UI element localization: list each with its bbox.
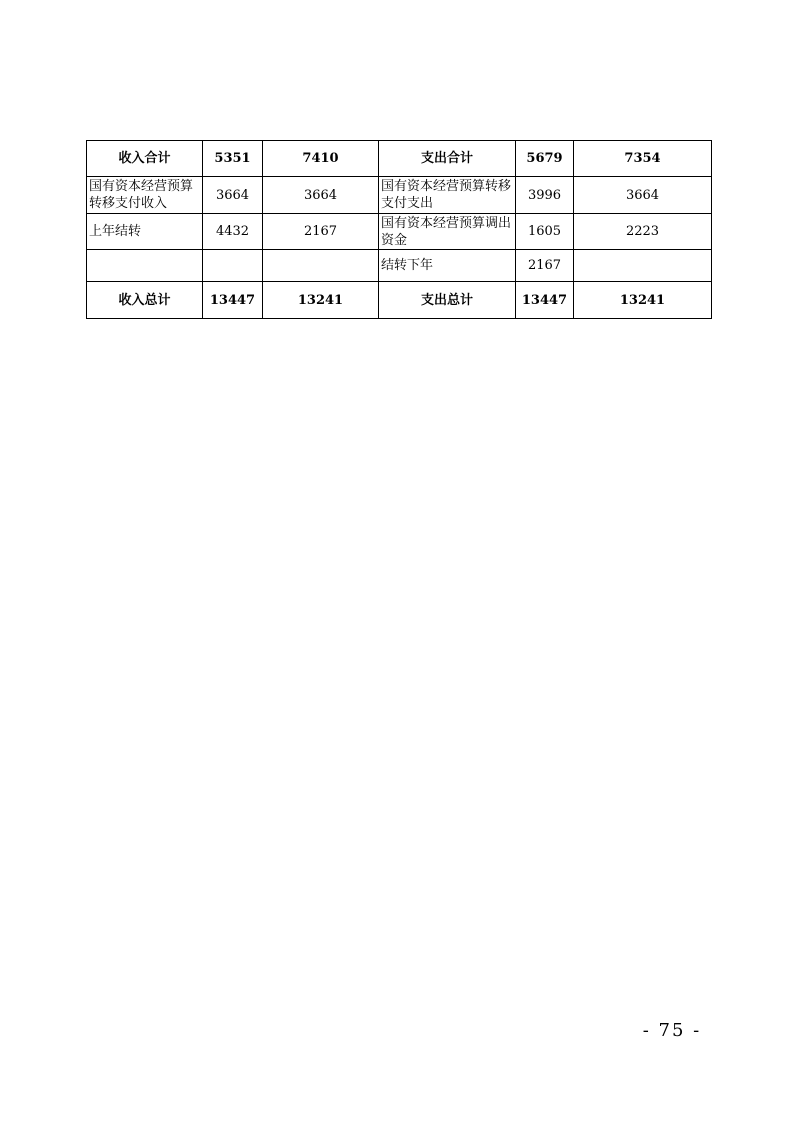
income-item-value-1	[203, 250, 263, 282]
expense-total-value-1: 13447	[516, 282, 574, 319]
income-item-value-1: 4432	[203, 214, 263, 250]
table-row	[87, 250, 712, 282]
expense-item-value-1: 1605	[516, 214, 574, 250]
income-total-label: 收入总计	[87, 282, 203, 319]
income-item-value-2	[263, 250, 379, 282]
income-item-value-1: 3664	[203, 177, 263, 214]
income-total-value-1: 13447	[203, 282, 263, 319]
page-number: - 75 -	[642, 1020, 702, 1041]
expense-total-label: 支出总计	[379, 282, 516, 319]
income-subtotal-row	[87, 141, 712, 177]
expense-subtotal-label: 支出合计	[379, 141, 516, 177]
expense-item-value-2	[574, 250, 712, 282]
budget-table	[86, 140, 712, 319]
income-subtotal-value-1: 5351	[203, 141, 263, 177]
expense-total-value-2: 13241	[574, 282, 712, 319]
grand-total-row	[87, 282, 712, 319]
income-item-value-2: 2167	[263, 214, 379, 250]
expense-item-label: 国有资本经营预算转移支付支出	[379, 177, 516, 214]
expense-item-label: 结转下年	[379, 250, 516, 282]
table-row	[87, 214, 712, 250]
income-subtotal-label: 收入合计	[87, 141, 203, 177]
expense-item-value-1: 2167	[516, 250, 574, 282]
expense-item-value-2: 2223	[574, 214, 712, 250]
expense-item-value-2: 3664	[574, 177, 712, 214]
income-item-label	[87, 250, 203, 282]
income-item-value-2: 3664	[263, 177, 379, 214]
income-total-value-2: 13241	[263, 282, 379, 319]
income-item-label: 国有资本经营预算转移支付收入	[87, 177, 203, 214]
expense-item-label: 国有资本经营预算调出资金	[379, 214, 516, 250]
income-subtotal-value-2: 7410	[263, 141, 379, 177]
table-row	[87, 177, 712, 214]
expense-item-value-1: 3996	[516, 177, 574, 214]
expense-subtotal-value-1: 5679	[516, 141, 574, 177]
expense-subtotal-value-2: 7354	[574, 141, 712, 177]
income-item-label: 上年结转	[87, 214, 203, 250]
